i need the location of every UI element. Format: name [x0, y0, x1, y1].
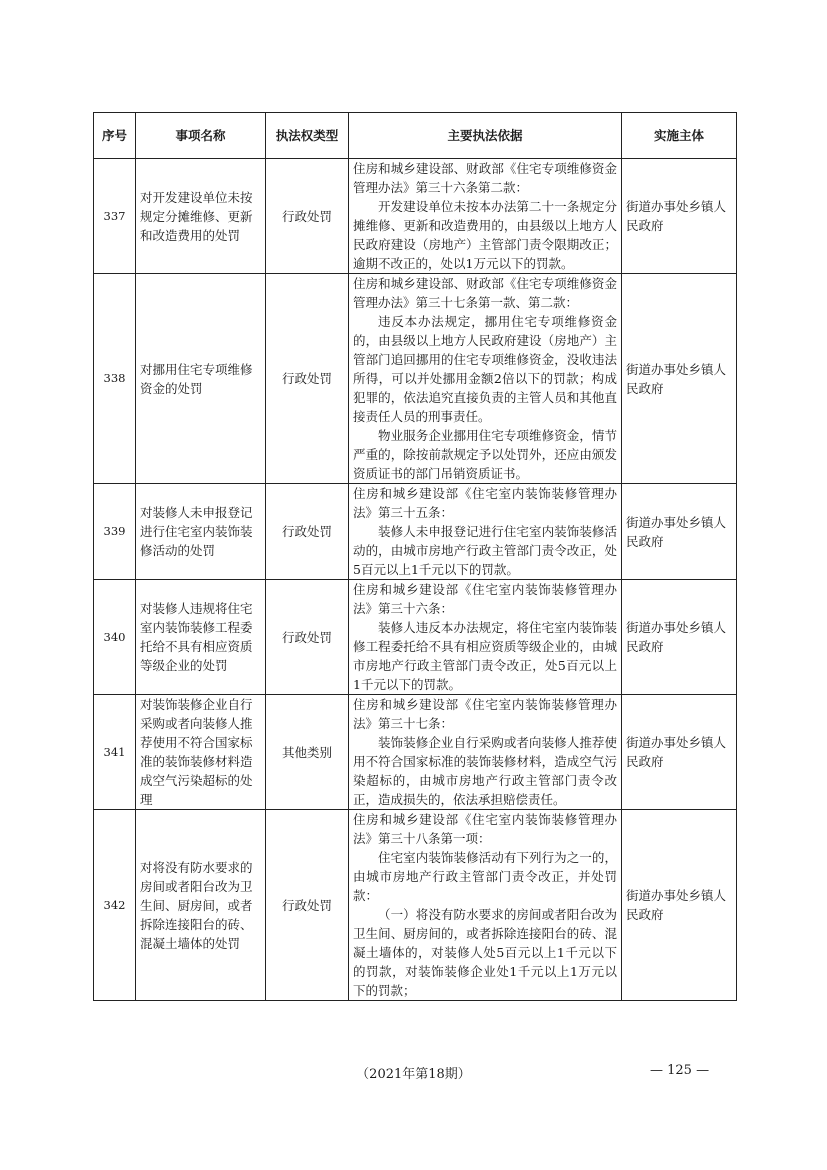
- table-header-row: [94, 113, 737, 159]
- basis-paragraph: 住宅室内装饰装修活动有下列行为之一的，由城市房地产行政主管部门责令改正，并处罚款：: [353, 850, 617, 903]
- basis-paragraph: 开发建设单位未按本办法第二十一条规定分摊维修、更新和改造费用的，由县级以上地方人民政府建设（房地产）主管部门责令限期改正；逾期不改正的，处以1万元以下的罚款。: [353, 199, 617, 271]
- row-item-name: 对挪用住宅专项维修资金的处罚: [136, 274, 266, 484]
- basis-source: 住房和城乡建设部《住宅室内装饰装修管理办法》第三十八条第一项：: [353, 812, 617, 846]
- table-row: [94, 810, 737, 1001]
- header-seq: 序号: [94, 113, 136, 159]
- table-row: [94, 580, 737, 695]
- row-enforcement-type: 行政处罚: [266, 159, 349, 274]
- row-enforcement-type: 行政处罚: [266, 274, 349, 484]
- row-item-name: 对装修人违规将住宅室内装饰装修工程委托给不具有相应资质等级企业的处罚: [136, 580, 266, 695]
- row-implementing-body: 街道办事处乡镇人民政府: [622, 810, 737, 1001]
- row-legal-basis: [349, 484, 622, 580]
- header-implementing-body: 实施主体: [622, 113, 737, 159]
- row-implementing-body: 街道办事处乡镇人民政府: [622, 580, 737, 695]
- header-enforcement-type: 执法权类型: [266, 113, 349, 159]
- row-item-name: 对装饰装修企业自行采购或者向装修人推荐使用不符合国家标准的装饰装修材料造成空气污染超标的处理: [136, 695, 266, 810]
- row-enforcement-type: 行政处罚: [266, 484, 349, 580]
- basis-source: 住房和城乡建设部《住宅室内装饰装修管理办法》第三十六条：: [353, 582, 617, 616]
- row-seq: 341: [94, 695, 136, 810]
- law-enforcement-table: [93, 112, 737, 1001]
- table-row: [94, 159, 737, 274]
- basis-paragraph: 违反本办法规定，挪用住宅专项维修资金的，由县级以上地方人民政府建设（房地产）主管部门追回挪用的住宅专项维修资金，没收违法所得，可以并处挪用金额2倍以下的罚款；构成犯罪的，依法追究直接负责的主管人员和其他直接责任人员的刑事责任。: [353, 314, 617, 424]
- row-enforcement-type: 行政处罚: [266, 810, 349, 1001]
- row-seq: 339: [94, 484, 136, 580]
- row-item-name: 对开发建设单位未按规定分摊维修、更新和改造费用的处罚: [136, 159, 266, 274]
- table-row: [94, 695, 737, 810]
- basis-paragraph: 装修人违反本办法规定，将住宅室内装饰装修工程委托给不具有相应资质等级企业的，由城市房地产行政主管部门责令改正，处5百元以上1千元以下的罚款。: [353, 620, 617, 692]
- row-legal-basis: [349, 159, 622, 274]
- basis-source: 住房和城乡建设部《住宅室内装饰装修管理办法》第三十五条：: [353, 486, 617, 520]
- table-row: [94, 274, 737, 484]
- row-legal-basis: [349, 580, 622, 695]
- row-item-name: 对将没有防水要求的房间或者阳台改为卫生间、厨房间，或者拆除连接阳台的砖、混凝土墙体的处罚: [136, 810, 266, 1001]
- basis-source: 住房和城乡建设部、财政部《住宅专项维修资金管理办法》第三十七条第一款、第二款：: [353, 276, 617, 310]
- basis-source: 住房和城乡建设部《住宅室内装饰装修管理办法》第三十七条：: [353, 697, 617, 731]
- row-legal-basis: [349, 695, 622, 810]
- header-item-name: 事项名称: [136, 113, 266, 159]
- basis-paragraph: （一）将没有防水要求的房间或者阳台改为卫生间、厨房间的，或者拆除连接阳台的砖、混凝土墙体的，对装修人处5百元以上1千元以下的罚款，对装饰装修企业处1千元以上1万元以下的罚款；: [353, 907, 617, 998]
- page-number: — 125 —: [650, 1063, 710, 1078]
- issue-number: （2021年第18期）: [356, 1067, 471, 1082]
- row-implementing-body: 街道办事处乡镇人民政府: [622, 484, 737, 580]
- row-legal-basis: [349, 810, 622, 1001]
- row-seq: 342: [94, 810, 136, 1001]
- basis-paragraph: 物业服务企业挪用住宅专项维修资金，情节严重的，除按前款规定予以处罚外，还应由颁发资质证书的部门吊销资质证书。: [353, 428, 617, 481]
- basis-paragraph: 装饰装修企业自行采购或者向装修人推荐使用不符合国家标准的装饰装修材料，造成空气污染超标的，由城市房地产行政主管部门责令改正，造成损失的，依法承担赔偿责任。: [353, 735, 617, 807]
- row-implementing-body: 街道办事处乡镇人民政府: [622, 274, 737, 484]
- row-seq: 340: [94, 580, 136, 695]
- row-legal-basis: [349, 274, 622, 484]
- header-legal-basis: 主要执法依据: [349, 113, 622, 159]
- basis-paragraph: 装修人未申报登记进行住宅室内装饰装修活动的，由城市房地产行政主管部门责令改正，处5百元以上1千元以下的罚款。: [353, 524, 617, 577]
- row-implementing-body: 街道办事处乡镇人民政府: [622, 695, 737, 810]
- row-seq: 337: [94, 159, 136, 274]
- row-implementing-body: 街道办事处乡镇人民政府: [622, 159, 737, 274]
- row-seq: 338: [94, 274, 136, 484]
- row-item-name: 对装修人未申报登记进行住宅室内装饰装修活动的处罚: [136, 484, 266, 580]
- row-enforcement-type: 其他类别: [266, 695, 349, 810]
- table-row: [94, 484, 737, 580]
- row-enforcement-type: 行政处罚: [266, 580, 349, 695]
- basis-source: 住房和城乡建设部、财政部《住宅专项维修资金管理办法》第三十六条第二款：: [353, 161, 617, 195]
